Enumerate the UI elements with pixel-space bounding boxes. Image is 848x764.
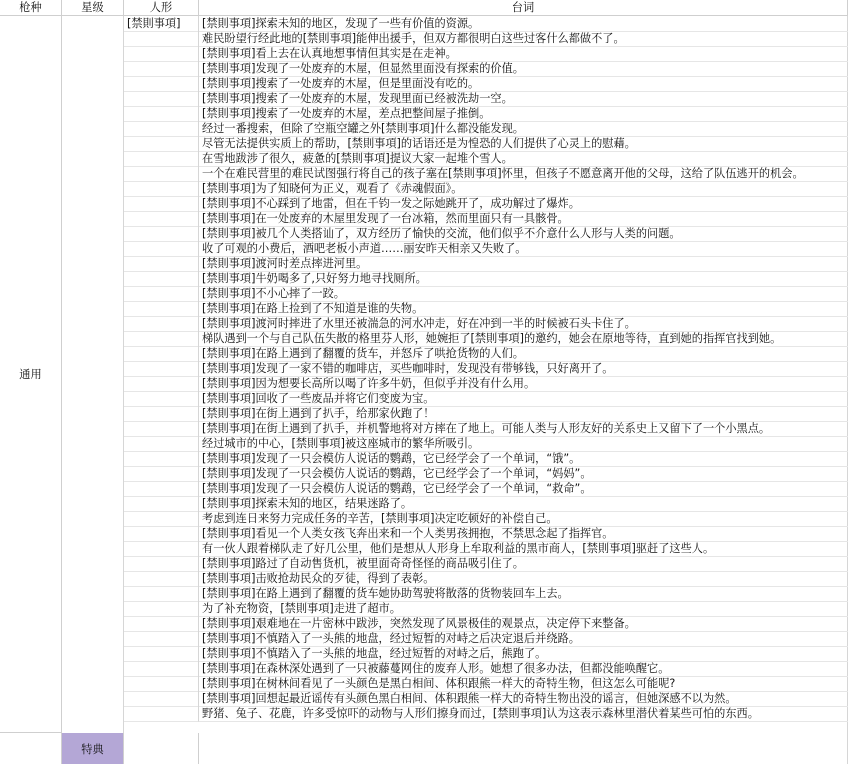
- line-cell[interactable]: [禁則事項]发现了一只会模仿人说话的鹦鹉，它已经学会了一个单词，“救命”。: [199, 481, 848, 497]
- line-cell[interactable]: [禁則事項]搜索了一处废弃的木屋，发现里面已经被洗劫一空。: [199, 91, 848, 107]
- table-row: [124, 421, 848, 437]
- line-cell[interactable]: 经过一番搜索，但除了空瓶空罐之外[禁則事項]什么都没能发现。: [199, 121, 848, 137]
- header-lines[interactable]: 台词: [199, 0, 848, 16]
- line-cell[interactable]: 梯队遇到一个与自己队伍失散的格里芬人形，她婉拒了[禁則事項]的邀约，她会在原地等待，直到她的指挥官找到她。: [199, 331, 848, 347]
- table-row: [124, 151, 848, 167]
- line-cell[interactable]: 有一伙人跟着梯队走了好几公里，他们是想从人形身上牟取利益的黑市商人，[禁則事項]驱赶了这些人。: [199, 541, 848, 557]
- line-cell[interactable]: [禁則事項]在街上遇到了扒手，并机警地将对方摔在了地上。可能人类与人形友好的关系史上又留下了一个小黑点。: [199, 421, 848, 437]
- line-cell[interactable]: [禁則事項]看上去在认真地想事情但其实是在走神。: [199, 46, 848, 62]
- line-cell[interactable]: [禁則事項]因为想要长高所以喝了许多牛奶，但似乎并没有什么用。: [199, 376, 848, 392]
- doll-cell[interactable]: [124, 151, 199, 167]
- doll-cell[interactable]: [124, 526, 199, 542]
- doll-cell[interactable]: [124, 541, 199, 557]
- table-row: [124, 391, 848, 407]
- line-cell[interactable]: [禁則事項]发现了一处废弃的木屋，但显然里面没有探索的价值。: [199, 61, 848, 77]
- table-row: [124, 511, 848, 527]
- table-row: [124, 451, 848, 467]
- line-cell[interactable]: [禁則事項]探索未知的地区，发现了一些有价值的资源。: [199, 16, 848, 32]
- doll-cell[interactable]: [124, 331, 199, 347]
- doll-cell[interactable]: [124, 676, 199, 692]
- table-row: [124, 196, 848, 212]
- table-row: [124, 271, 848, 287]
- line-cell[interactable]: [禁則事項]在树林间看见了一头颜色是黑白相间、体积跟熊一样大的奇特生物，但这怎么可能呢?: [199, 676, 848, 692]
- line-cell[interactable]: 收了可观的小费后，酒吧老板小声道……丽安昨天相亲又失败了。: [199, 241, 848, 257]
- empty-cell[interactable]: [124, 733, 199, 764]
- doll-cell[interactable]: [124, 616, 199, 632]
- table-row: [124, 646, 848, 662]
- line-cell[interactable]: [禁則事項]不慎踏入了一头熊的地盘，经过短暂的对峙之后，熊跑了。: [199, 646, 848, 662]
- line-cell[interactable]: [禁則事項]在一处废弃的木屋里发现了一台冰箱，然而里面只有一具骸骨。: [199, 211, 848, 227]
- doll-cell[interactable]: [124, 466, 199, 482]
- doll-cell[interactable]: [124, 451, 199, 467]
- header-star[interactable]: 星级: [62, 0, 124, 16]
- doll-cell[interactable]: [124, 106, 199, 122]
- doll-cell[interactable]: [124, 76, 199, 92]
- line-cell[interactable]: [禁則事項]在路上遇到了翻覆的货车她协助驾驶将散落的货物装回车上去。: [199, 586, 848, 602]
- doll-cell[interactable]: [124, 286, 199, 302]
- table-row: [124, 466, 848, 482]
- doll-cell[interactable]: [124, 226, 199, 242]
- line-cell[interactable]: 尽管无法提供实质上的帮助，[禁則事項]的话语还是为惶恐的人们提供了心灵上的慰藉。: [199, 136, 848, 152]
- table-row: [124, 241, 848, 257]
- doll-cell[interactable]: [禁則事項]: [124, 16, 199, 32]
- table-row: [124, 316, 848, 332]
- line-cell[interactable]: [禁則事項]为了知晓何为正义，观看了《赤魂假面》。: [199, 181, 848, 197]
- line-cell[interactable]: [禁則事項]在路上捡到了不知道是谁的失物。: [199, 301, 848, 317]
- table-row: [124, 361, 848, 377]
- line-cell[interactable]: [禁則事項]不心踩到了地雷，但在千钧一发之际她跳开了，成功解过了爆炸。: [199, 196, 848, 212]
- table-row: [124, 301, 848, 317]
- line-cell[interactable]: [禁則事項]不小心摔了一跤。: [199, 286, 848, 302]
- line-cell[interactable]: [禁則事項]被几个人类搭讪了，双方经历了愉快的交流，他们似乎不介意什么人形与人类的问题。: [199, 226, 848, 242]
- line-cell[interactable]: [禁則事項]艰难地在一片密林中跋涉，突然发现了风景极佳的观景点，决定停下来整备。: [199, 616, 848, 632]
- table-row: [124, 406, 848, 422]
- line-cell[interactable]: [禁則事項]在森林深处遇到了一只被藤蔓网住的废弃人形。她想了很多办法，但都没能唤醒它。: [199, 661, 848, 677]
- doll-cell[interactable]: [124, 181, 199, 197]
- doll-cell[interactable]: [124, 571, 199, 587]
- doll-cell[interactable]: [124, 661, 199, 677]
- table-row: [124, 91, 848, 107]
- table-row: [124, 256, 848, 272]
- line-cell[interactable]: 考虑到连日来努力完成任务的辛苦，[禁則事項]决定吃顿好的补偿自己。: [199, 511, 848, 527]
- line-cell[interactable]: [禁則事項]搜索了一处废弃的木屋，差点把整间屋子推倒。: [199, 106, 848, 122]
- line-cell[interactable]: 一个在难民营里的难民试图强行将自己的孩子塞在[禁則事項]怀里，但孩子不愿意离开他的父母，这给了队伍逃开的机会。: [199, 166, 848, 182]
- table-row: [124, 346, 848, 362]
- doll-cell[interactable]: [124, 436, 199, 452]
- line-cell[interactable]: [禁則事項]击败抢劫民众的歹徒，得到了表彰。: [199, 571, 848, 587]
- table-row: [124, 601, 848, 617]
- doll-cell[interactable]: [124, 481, 199, 497]
- table-row: [124, 16, 848, 32]
- doll-cell[interactable]: [124, 31, 199, 47]
- doll-cell[interactable]: [124, 136, 199, 152]
- header-doll[interactable]: 人形: [124, 0, 199, 16]
- line-cell[interactable]: [禁則事項]不慎踏入了一头熊的地盘，经过短暂的对峙之后决定退后并绕路。: [199, 631, 848, 647]
- empty-cell[interactable]: [0, 733, 62, 764]
- line-cell[interactable]: [禁則事項]发现了一只会模仿人说话的鹦鹉，它已经学会了一个单词，“饿”。: [199, 451, 848, 467]
- doll-cell[interactable]: [124, 496, 199, 512]
- table-row: [124, 541, 848, 557]
- doll-cell[interactable]: [124, 586, 199, 602]
- line-cell[interactable]: [禁則事項]渡河时差点摔进河里。: [199, 256, 848, 272]
- line-cell[interactable]: 在雪地跋涉了很久，疲惫的[禁則事項]提议大家一起堆个雪人。: [199, 151, 848, 167]
- line-cell[interactable]: [禁則事項]渡河时摔进了水里还被湍急的河水冲走，好在冲到一半的时候被石头卡住了。: [199, 316, 848, 332]
- line-cell[interactable]: [禁則事項]回收了一些废品并将它们变废为宝。: [199, 391, 848, 407]
- doll-cell[interactable]: [124, 121, 199, 137]
- table-row: [124, 286, 848, 302]
- doll-cell[interactable]: [124, 61, 199, 77]
- table-row: [124, 166, 848, 182]
- doll-cell[interactable]: [124, 361, 199, 377]
- table-row: [124, 661, 848, 677]
- table-row: [124, 106, 848, 122]
- table-row: [124, 631, 848, 647]
- line-cell[interactable]: [禁則事項]发现了一只会模仿人说话的鹦鹉，它已经学会了一个单词，“妈妈”。: [199, 466, 848, 482]
- doll-cell[interactable]: [124, 316, 199, 332]
- doll-cell[interactable]: [124, 391, 199, 407]
- table-row: [124, 121, 848, 137]
- line-cell[interactable]: 经过城市的中心，[禁則事項]被这座城市的繁华所吸引。: [199, 436, 848, 452]
- table-row: [124, 211, 848, 227]
- table-row: [124, 376, 848, 392]
- line-cell[interactable]: [禁則事項]探索未知的地区，结果迷路了。: [199, 496, 848, 512]
- header-gun-type[interactable]: 枪种: [0, 0, 62, 16]
- table-row: [124, 496, 848, 512]
- doll-cell[interactable]: [124, 346, 199, 362]
- bottom-row: [0, 733, 848, 764]
- doll-cell[interactable]: [124, 301, 199, 317]
- doll-cell[interactable]: [124, 646, 199, 662]
- table-row: [124, 61, 848, 77]
- doll-cell[interactable]: [124, 406, 199, 422]
- line-cell[interactable]: [禁則事項]搜索了一处废弃的木屋，但是里面没有吃的。: [199, 76, 848, 92]
- table-row: [124, 706, 848, 722]
- doll-cell[interactable]: [124, 46, 199, 62]
- doll-cell[interactable]: [124, 166, 199, 182]
- doll-cell[interactable]: [124, 556, 199, 572]
- doll-cell[interactable]: [124, 511, 199, 527]
- line-cell[interactable]: [禁則事項]路过了自动售货机，被里面奇奇怪怪的商品吸引住了。: [199, 556, 848, 572]
- doll-cell[interactable]: [124, 601, 199, 617]
- line-cell[interactable]: 为了补充物资，[禁則事項]走进了超市。: [199, 601, 848, 617]
- doll-cell[interactable]: [124, 691, 199, 707]
- gun-type-merged-cell[interactable]: [0, 16, 62, 733]
- line-cell[interactable]: [禁則事項]看见一个人类女孩飞奔出来和一个人类男孩拥抱，不禁思念起了指挥官。: [199, 526, 848, 542]
- special-label: 特典: [81, 742, 104, 756]
- special-cell[interactable]: [62, 733, 124, 764]
- doll-cell[interactable]: [124, 271, 199, 287]
- doll-cell[interactable]: [124, 631, 199, 647]
- table-row: [124, 691, 848, 707]
- table-row: [124, 616, 848, 632]
- line-cell[interactable]: [禁則事項]在路上遇到了翻覆的货车，并怒斥了哄抢货物的人们。: [199, 346, 848, 362]
- doll-cell[interactable]: [124, 706, 199, 722]
- table-row: [124, 31, 848, 47]
- table-row: [124, 181, 848, 197]
- table-row: [124, 46, 848, 62]
- table-row: [124, 136, 848, 152]
- line-cell[interactable]: [禁則事項]在街上遇到了扒手，给那家伙跑了！: [199, 406, 848, 422]
- table-row: [124, 436, 848, 452]
- line-cell[interactable]: [禁則事項]发现了一家不错的咖啡店，买些咖啡时，发现没有带够钱，只好离开了。: [199, 361, 848, 377]
- line-cell[interactable]: 难民盼望行经此地的[禁則事項]能伸出援手，但双方都很明白这些过客什么都做不了。: [199, 31, 848, 47]
- line-cell[interactable]: [禁則事項]回想起最近谣传有头颜色黑白相间、体积跟熊一样大的奇特生物出没的谣言，但她深感不以为然。: [199, 691, 848, 707]
- line-cell[interactable]: [禁則事項]牛奶喝多了,只好努力地寻找厕所。: [199, 271, 848, 287]
- doll-cell[interactable]: [124, 91, 199, 107]
- doll-cell[interactable]: [124, 241, 199, 257]
- table-row: [124, 571, 848, 587]
- doll-cell[interactable]: [124, 211, 199, 227]
- table-row: [124, 481, 848, 497]
- doll-cell[interactable]: [124, 196, 199, 212]
- doll-cell[interactable]: [124, 376, 199, 392]
- table-row: [124, 331, 848, 347]
- table-row: [124, 676, 848, 692]
- line-cell[interactable]: 野猪、兔子、花鹿，许多受惊吓的动物与人形们擦身而过，[禁則事項]认为这表示森林里潜伏着某些可怕的东西。: [199, 706, 848, 722]
- doll-cell[interactable]: [124, 421, 199, 437]
- doll-cell[interactable]: [124, 256, 199, 272]
- table-row: [124, 226, 848, 242]
- gun-type-value: 通用: [19, 368, 42, 381]
- table-row: [124, 556, 848, 572]
- table-row: [124, 586, 848, 602]
- table-row: [124, 76, 848, 92]
- table-row: [124, 526, 848, 542]
